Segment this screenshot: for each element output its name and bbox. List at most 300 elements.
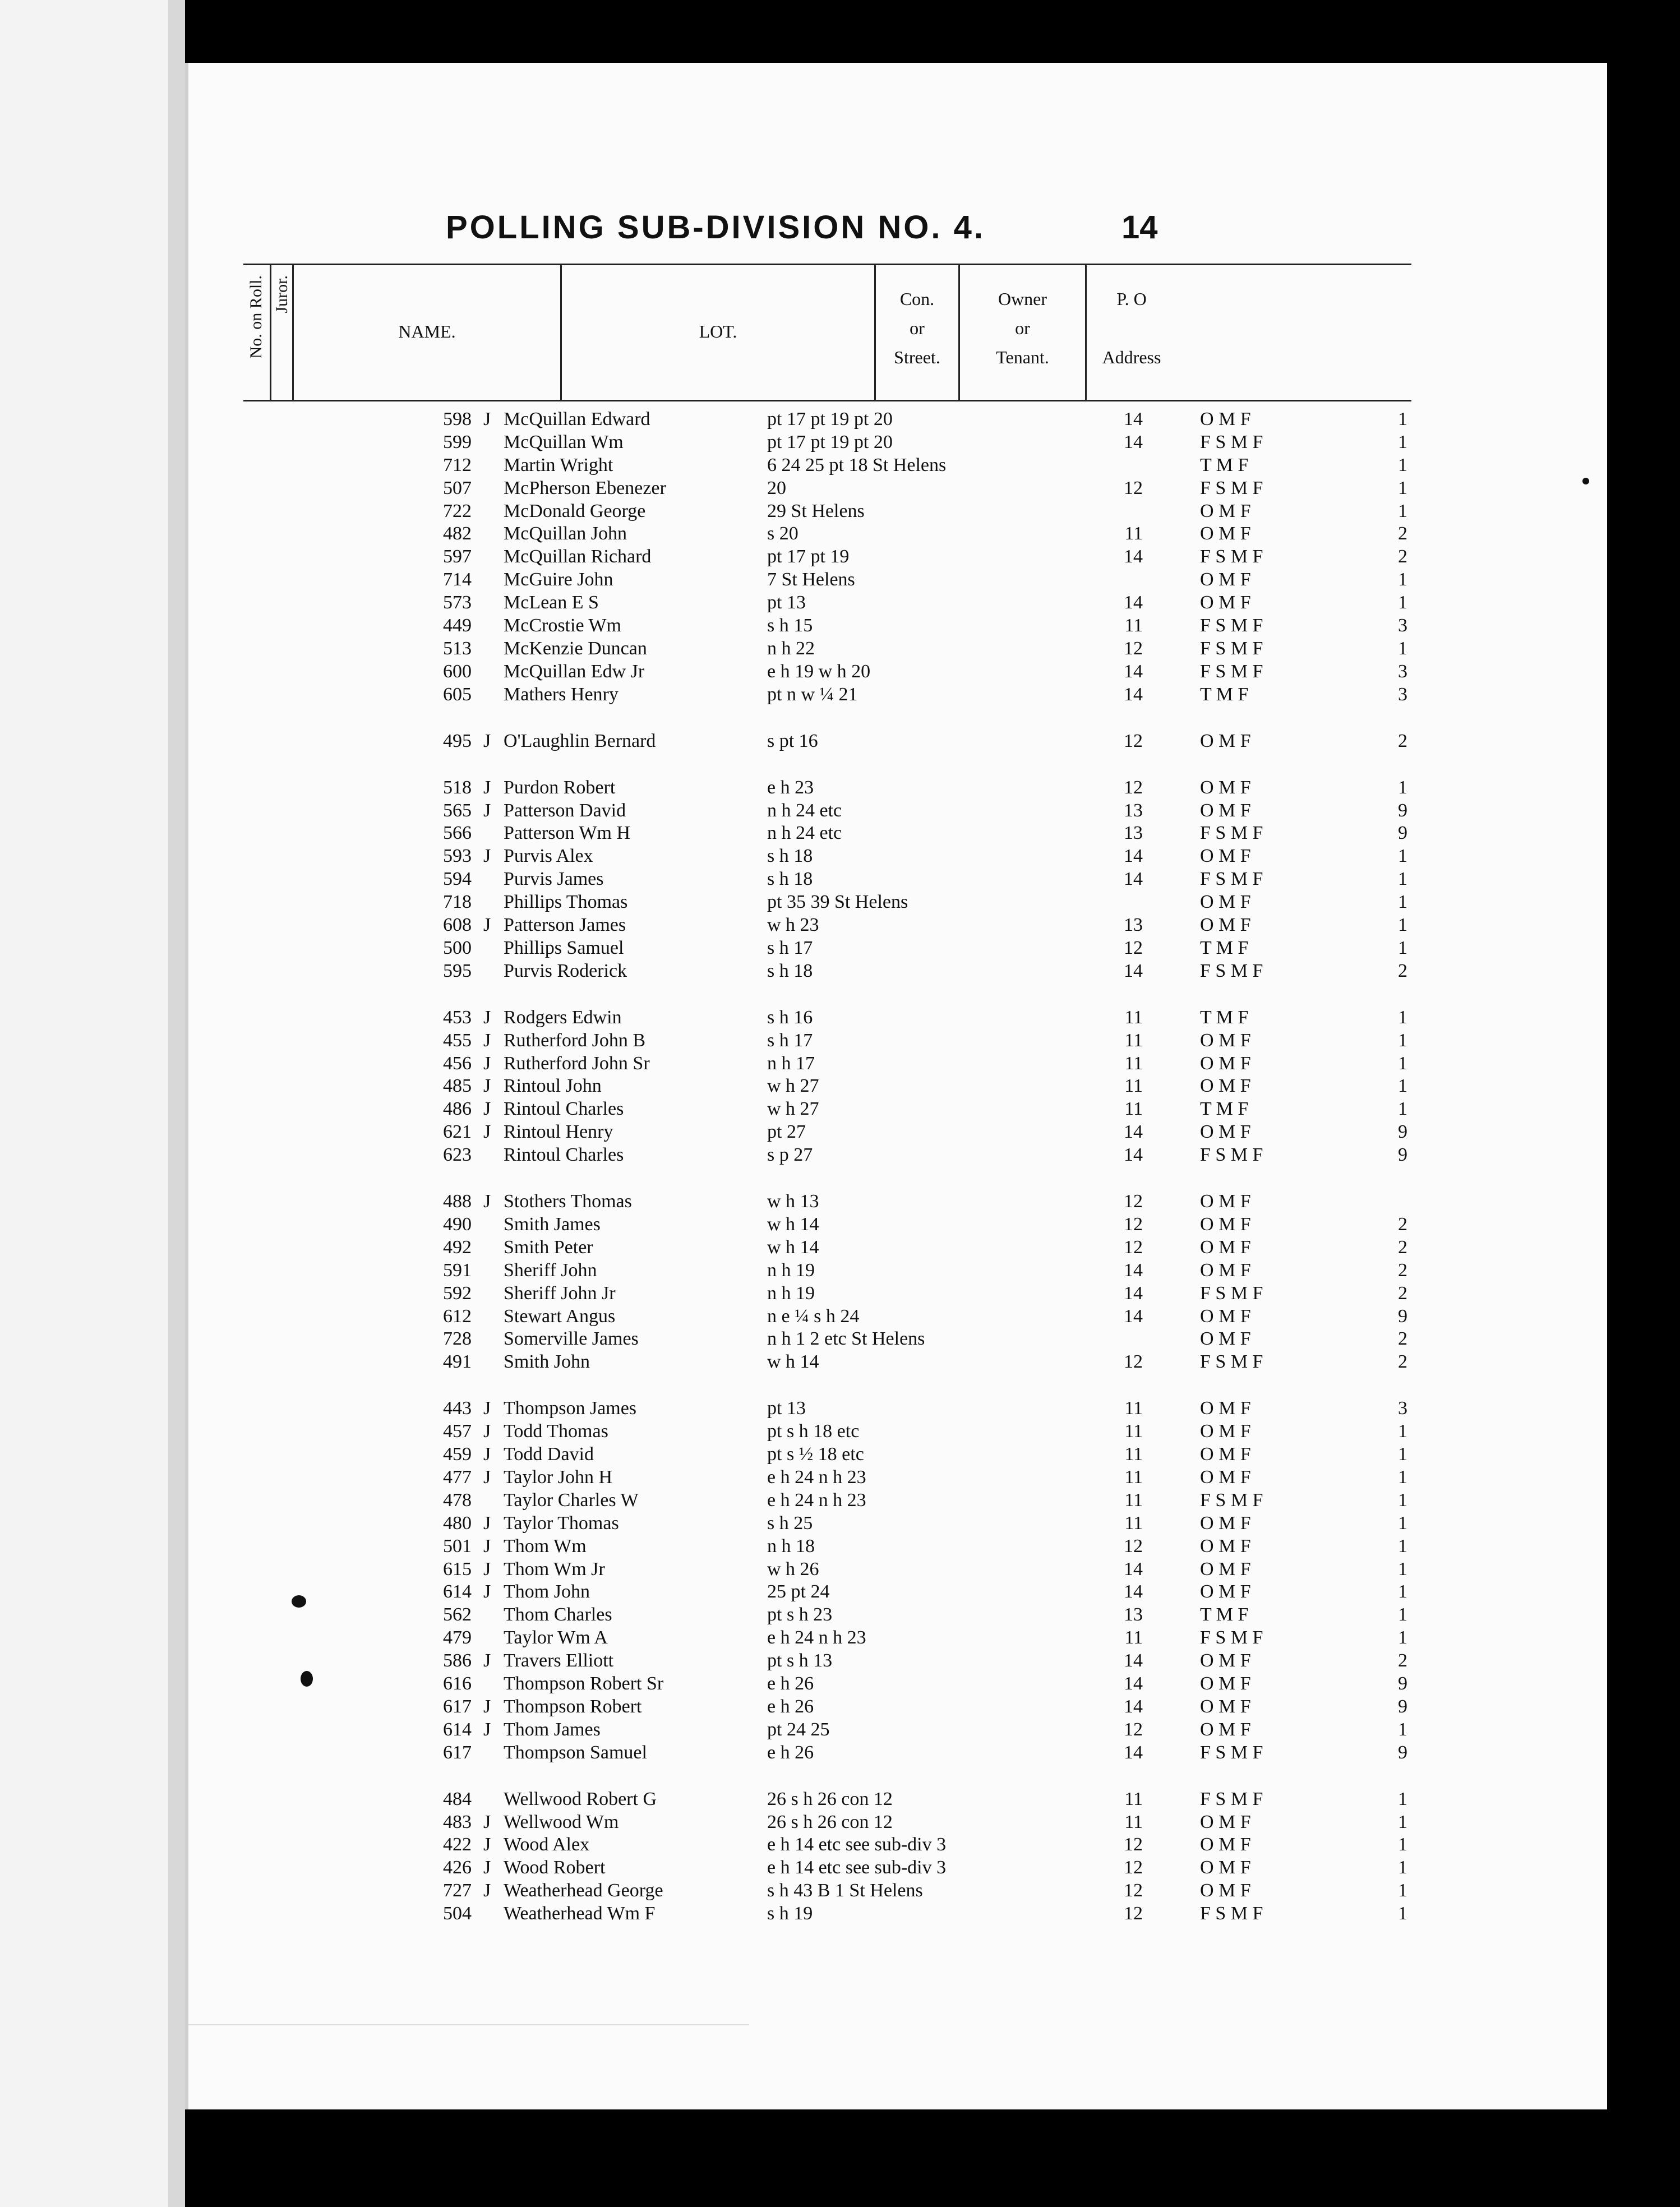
juror-mark: J — [483, 846, 491, 866]
voter-name: McGuire John — [504, 569, 613, 590]
page-title: POLLING SUB-DIVISION NO. 4. — [446, 209, 985, 246]
lot-description: e h 26 — [767, 1696, 814, 1717]
col-po-label-2: Address — [1102, 347, 1161, 367]
owner-tenant-code: O M F — [1200, 731, 1251, 751]
voter-name: Rutherford John Sr — [504, 1053, 650, 1074]
lot-description: n h 22 — [767, 638, 815, 659]
voter-name: Phillips Samuel — [504, 938, 624, 958]
roll-number: 478 — [443, 1490, 472, 1511]
concession: 13 — [1124, 915, 1143, 935]
concession: 12 — [1124, 478, 1143, 498]
roll-number: 492 — [443, 1237, 472, 1258]
roll-number: 621 — [443, 1121, 472, 1142]
owner-tenant-code: F S M F — [1200, 661, 1263, 682]
table-row — [0, 1328, 1680, 1350]
roll-number: 599 — [443, 432, 472, 453]
roll-number: 594 — [443, 869, 472, 889]
voter-name: O'Laughlin Bernard — [504, 731, 656, 751]
juror-mark: J — [483, 1834, 491, 1855]
voter-name: Purvis Alex — [504, 846, 593, 866]
po-address-code: 1 — [1398, 409, 1407, 430]
lot-description: n e ¼ s h 24 — [767, 1306, 860, 1327]
roll-number: 600 — [443, 661, 472, 682]
roll-number: 612 — [443, 1306, 472, 1327]
roll-number: 573 — [443, 592, 472, 613]
lot-description: pt 24 25 — [767, 1719, 830, 1740]
table-row — [0, 454, 1680, 477]
lot-description: e h 19 w h 20 — [767, 661, 871, 682]
concession: 14 — [1124, 846, 1143, 866]
juror-mark: J — [483, 800, 491, 821]
lot-description: 26 s h 26 con 12 — [767, 1812, 893, 1832]
table-row — [0, 523, 1680, 545]
roll-number: 501 — [443, 1536, 472, 1557]
po-address-code: 1 — [1398, 1857, 1407, 1878]
po-address-code: 3 — [1398, 661, 1407, 682]
roll-number: 500 — [443, 938, 472, 958]
po-address-code: 1 — [1398, 432, 1407, 453]
roll-number: 728 — [443, 1328, 472, 1349]
po-address-code: 3 — [1398, 615, 1407, 636]
lot-description: s h 18 — [767, 846, 813, 866]
po-address-code: 3 — [1398, 684, 1407, 705]
lot-description: w h 14 — [767, 1214, 819, 1235]
table-row — [0, 1535, 1680, 1558]
concession: 12 — [1124, 1719, 1143, 1740]
concession: 14 — [1124, 661, 1143, 682]
lot-description: w h 23 — [767, 915, 819, 935]
table-row — [0, 500, 1680, 523]
lot-description: pt s h 13 — [767, 1650, 833, 1671]
owner-tenant-code: O M F — [1200, 1214, 1251, 1235]
owner-tenant-code: O M F — [1200, 569, 1251, 590]
roll-number: 453 — [443, 1007, 472, 1028]
col-owner-tenant — [960, 265, 1087, 400]
concession: 14 — [1124, 546, 1143, 567]
owner-tenant-code: T M F — [1200, 684, 1249, 705]
po-address-code: 1 — [1398, 1490, 1407, 1511]
lot-description: 25 pt 24 — [767, 1581, 830, 1602]
lot-description: e h 24 n h 23 — [767, 1490, 866, 1511]
owner-tenant-code: O M F — [1200, 800, 1251, 821]
owner-tenant-code: O M F — [1200, 1053, 1251, 1074]
lot-description: n h 19 — [767, 1260, 815, 1281]
table-row — [0, 1696, 1680, 1718]
voter-name: Rodgers Edwin — [504, 1007, 622, 1028]
owner-tenant-code: O M F — [1200, 1191, 1251, 1212]
roll-number: 480 — [443, 1513, 472, 1534]
owner-tenant-code: O M F — [1200, 1421, 1251, 1442]
roll-number: 485 — [443, 1075, 472, 1096]
col-con-label-3: Street. — [894, 347, 940, 367]
owner-tenant-code: T M F — [1200, 455, 1249, 475]
po-address-code: 2 — [1398, 523, 1407, 544]
po-address-code: 1 — [1398, 938, 1407, 958]
roll-number: 491 — [443, 1351, 472, 1372]
owner-tenant-code: O M F — [1200, 1260, 1251, 1281]
owner-tenant-code: O M F — [1200, 1121, 1251, 1142]
voter-name: Smith Peter — [504, 1237, 593, 1258]
owner-tenant-code: F S M F — [1200, 1283, 1263, 1304]
voter-name: McKenzie Duncan — [504, 638, 647, 659]
concession: 14 — [1124, 409, 1143, 430]
lot-description: pt 13 — [767, 592, 806, 613]
concession: 14 — [1124, 1581, 1143, 1602]
roll-number: 566 — [443, 823, 472, 843]
lot-description: n h 18 — [767, 1536, 815, 1557]
concession: 11 — [1124, 1789, 1143, 1809]
owner-tenant-code: F S M F — [1200, 638, 1263, 659]
lot-description: w h 14 — [767, 1351, 819, 1372]
ink-blot — [292, 1595, 306, 1608]
table-row — [0, 1719, 1680, 1741]
lot-description: e h 26 — [767, 1742, 814, 1763]
voter-name: Thom James — [504, 1719, 601, 1740]
po-address-code: 2 — [1398, 1650, 1407, 1671]
juror-mark: J — [483, 1812, 491, 1832]
owner-tenant-code: O M F — [1200, 1834, 1251, 1855]
voter-name: Phillips Thomas — [504, 892, 628, 912]
voter-name: Wellwood Wm — [504, 1812, 619, 1832]
concession: 14 — [1124, 684, 1143, 705]
po-address-code: 1 — [1398, 592, 1407, 613]
owner-tenant-code: O M F — [1200, 915, 1251, 935]
lot-description: 7 St Helens — [767, 569, 855, 590]
concession: 11 — [1124, 523, 1143, 544]
po-address-code: 9 — [1398, 800, 1407, 821]
roll-number: 477 — [443, 1467, 472, 1488]
table-row — [0, 891, 1680, 913]
table-row — [0, 1029, 1680, 1052]
table-row — [0, 1742, 1680, 1764]
concession: 12 — [1124, 1237, 1143, 1258]
po-address-code: 1 — [1398, 1880, 1407, 1901]
po-address-code: 9 — [1398, 823, 1407, 843]
concession: 12 — [1124, 1214, 1143, 1235]
lot-description: 26 s h 26 con 12 — [767, 1789, 893, 1809]
juror-mark: J — [483, 1467, 491, 1488]
owner-tenant-code: F S M F — [1200, 615, 1263, 636]
concession: 14 — [1124, 1742, 1143, 1763]
col-no-on-roll — [243, 265, 271, 400]
table-row — [0, 408, 1680, 431]
roll-number: 617 — [443, 1742, 472, 1763]
roll-number: 727 — [443, 1880, 472, 1901]
owner-tenant-code: F S M F — [1200, 961, 1263, 981]
po-address-code: 1 — [1398, 569, 1407, 590]
voter-name: McQuillan John — [504, 523, 627, 544]
po-address-code: 1 — [1398, 1421, 1407, 1442]
concession: 11 — [1124, 615, 1143, 636]
roll-number: 586 — [443, 1650, 472, 1671]
table-row — [0, 777, 1680, 799]
lot-description: e h 24 n h 23 — [767, 1467, 866, 1488]
table-row — [0, 845, 1680, 867]
table-row — [0, 1880, 1680, 1902]
voter-name: McPherson Ebenezer — [504, 478, 666, 498]
concession: 11 — [1124, 1444, 1143, 1465]
table-row — [0, 1075, 1680, 1097]
lot-description: s pt 16 — [767, 731, 818, 751]
roll-number: 459 — [443, 1444, 472, 1465]
roll-number: 598 — [443, 409, 472, 430]
roll-number: 712 — [443, 455, 472, 475]
col-po-address — [1087, 265, 1176, 400]
table-row — [0, 960, 1680, 982]
concession: 11 — [1124, 1098, 1143, 1119]
voter-name: Stothers Thomas — [504, 1191, 632, 1212]
voter-name: McQuillan Richard — [504, 546, 652, 567]
lot-description: w h 27 — [767, 1075, 819, 1096]
owner-tenant-code: T M F — [1200, 1604, 1249, 1625]
po-address-code: 1 — [1398, 915, 1407, 935]
po-address-code: 1 — [1398, 1467, 1407, 1488]
table-row — [0, 1466, 1680, 1489]
concession: 11 — [1124, 1421, 1143, 1442]
owner-tenant-code: F S M F — [1200, 823, 1263, 843]
po-address-code: 2 — [1398, 1214, 1407, 1235]
table-row — [0, 1351, 1680, 1373]
juror-mark: J — [483, 915, 491, 935]
table-row — [0, 1144, 1680, 1166]
lot-description: s h 17 — [767, 938, 813, 958]
concession: 11 — [1124, 1627, 1143, 1648]
juror-mark: J — [483, 1444, 491, 1465]
roll-number: 457 — [443, 1421, 472, 1442]
po-address-code: 1 — [1398, 1098, 1407, 1119]
lot-description: 29 St Helens — [767, 501, 865, 521]
voter-name: Weatherhead George — [504, 1880, 663, 1901]
owner-tenant-code: O M F — [1200, 1237, 1251, 1258]
roll-number: 479 — [443, 1627, 472, 1648]
roll-number: 614 — [443, 1581, 472, 1602]
roll-number: 486 — [443, 1098, 472, 1119]
table-row — [0, 661, 1680, 683]
col-po-label-1: P. O — [1116, 289, 1147, 309]
concession: 11 — [1124, 1030, 1143, 1051]
roll-number: 623 — [443, 1144, 472, 1165]
concession: 14 — [1124, 1260, 1143, 1281]
concession: 11 — [1124, 1075, 1143, 1096]
table-row — [0, 1190, 1680, 1213]
owner-tenant-code: F S M F — [1200, 1742, 1263, 1763]
lot-description: n h 19 — [767, 1283, 815, 1304]
table-row — [0, 1213, 1680, 1236]
juror-mark: J — [483, 1857, 491, 1878]
roll-number: 484 — [443, 1789, 472, 1809]
lot-description: n h 1 2 etc St Helens — [767, 1328, 925, 1349]
roll-number: 593 — [443, 846, 472, 866]
owner-tenant-code: F S M F — [1200, 1627, 1263, 1648]
table-row — [0, 800, 1680, 822]
concession: 11 — [1124, 1053, 1143, 1074]
juror-mark: J — [483, 1559, 491, 1580]
roll-number: 422 — [443, 1834, 472, 1855]
roll-number: 495 — [443, 731, 472, 751]
owner-tenant-code: O M F — [1200, 1719, 1251, 1740]
po-address-code: 9 — [1398, 1121, 1407, 1142]
owner-tenant-code: O M F — [1200, 592, 1251, 613]
roll-number: 426 — [443, 1857, 472, 1878]
concession: 14 — [1124, 1306, 1143, 1327]
voter-name: Purvis Roderick — [504, 961, 627, 981]
roll-number: 597 — [443, 546, 472, 567]
owner-tenant-code: O M F — [1200, 1857, 1251, 1878]
lot-description: w h 14 — [767, 1237, 819, 1258]
voter-name: Taylor Thomas — [504, 1513, 619, 1534]
table-row — [0, 1788, 1680, 1811]
po-address-code: 1 — [1398, 1627, 1407, 1648]
voter-name: Weatherhead Wm F — [504, 1903, 656, 1924]
roll-number: 595 — [443, 961, 472, 981]
concession: 12 — [1124, 938, 1143, 958]
voter-name: Smith John — [504, 1351, 590, 1372]
juror-mark: J — [483, 1513, 491, 1534]
table-row — [0, 868, 1680, 890]
owner-tenant-code: T M F — [1200, 938, 1249, 958]
po-address-code: 3 — [1398, 1398, 1407, 1419]
po-address-code: 9 — [1398, 1696, 1407, 1717]
voter-name: Wood Robert — [504, 1857, 606, 1878]
owner-tenant-code: F S M F — [1200, 1789, 1263, 1809]
table-row — [0, 1397, 1680, 1420]
po-address-code: 1 — [1398, 892, 1407, 912]
ink-blot — [301, 1671, 313, 1687]
roll-number: 718 — [443, 892, 472, 912]
concession: 11 — [1124, 1812, 1143, 1832]
concession: 14 — [1124, 592, 1143, 613]
owner-tenant-code: O M F — [1200, 1812, 1251, 1832]
po-address-code: 1 — [1398, 1789, 1407, 1809]
lot-description: s h 16 — [767, 1007, 813, 1028]
concession: 14 — [1124, 1673, 1143, 1694]
po-address-code: 2 — [1398, 1237, 1407, 1258]
juror-mark: J — [483, 777, 491, 798]
lot-description: e h 23 — [767, 777, 814, 798]
voter-name: Martin Wright — [504, 455, 613, 475]
table-row — [0, 1236, 1680, 1259]
juror-mark: J — [483, 409, 491, 430]
table-row — [0, 1604, 1680, 1626]
po-address-code: 2 — [1398, 546, 1407, 567]
lot-description: e h 26 — [767, 1673, 814, 1694]
po-address-code: 2 — [1398, 1283, 1407, 1304]
lot-description: 6 24 25 pt 18 St Helens — [767, 455, 947, 475]
owner-tenant-code: T M F — [1200, 1007, 1249, 1028]
voter-name: Thompson Robert — [504, 1696, 642, 1717]
roll-number: 443 — [443, 1398, 472, 1419]
po-address-code: 1 — [1398, 478, 1407, 498]
lot-description: s h 18 — [767, 961, 813, 981]
po-address-code: 1 — [1398, 846, 1407, 866]
table-row — [0, 730, 1680, 752]
voter-name: McQuillan Edward — [504, 409, 650, 430]
juror-mark: J — [483, 1536, 491, 1557]
table-row — [0, 1489, 1680, 1512]
lot-description: pt 35 39 St Helens — [767, 892, 908, 912]
lot-description: pt 17 pt 19 pt 20 — [767, 432, 893, 453]
table-row — [0, 1098, 1680, 1120]
col-owner-label-2: or — [1015, 318, 1030, 338]
owner-tenant-code: O M F — [1200, 1030, 1251, 1051]
table-row — [0, 1673, 1680, 1695]
concession: 14 — [1124, 1696, 1143, 1717]
lot-description: pt 27 — [767, 1121, 806, 1142]
lot-description: pt s ½ 18 etc — [767, 1444, 864, 1465]
table-row — [0, 477, 1680, 500]
table-row — [0, 1558, 1680, 1581]
table-row — [0, 1305, 1680, 1328]
voter-name: Thompson Samuel — [504, 1742, 647, 1763]
voter-name: Purvis James — [504, 869, 604, 889]
lot-description: w h 26 — [767, 1559, 819, 1580]
lot-description: e h 14 etc see sub-div 3 — [767, 1857, 947, 1878]
table-row — [0, 1512, 1680, 1535]
col-owner-label-3: Tenant. — [996, 347, 1049, 367]
voter-name: Wellwood Robert G — [504, 1789, 657, 1809]
owner-tenant-code: O M F — [1200, 892, 1251, 912]
concession: 12 — [1124, 777, 1143, 798]
page-fold — [188, 2024, 749, 2109]
juror-mark: J — [483, 1191, 491, 1212]
po-address-code: 1 — [1398, 1007, 1407, 1028]
owner-tenant-code: O M F — [1200, 1673, 1251, 1694]
concession: 11 — [1124, 1007, 1143, 1028]
concession: 12 — [1124, 731, 1143, 751]
roll-number: 614 — [443, 1719, 472, 1740]
roll-number: 483 — [443, 1812, 472, 1832]
voter-name: Taylor Charles W — [504, 1490, 639, 1511]
concession: 11 — [1124, 1398, 1143, 1419]
roll-number: 605 — [443, 684, 472, 705]
table-row — [0, 937, 1680, 959]
voter-name: Somerville James — [504, 1328, 639, 1349]
voter-name: Thompson James — [504, 1398, 637, 1419]
po-address-code: 2 — [1398, 1351, 1407, 1372]
concession: 11 — [1124, 1490, 1143, 1511]
po-address-code: 1 — [1398, 1513, 1407, 1534]
lot-description: w h 27 — [767, 1098, 819, 1119]
juror-mark: J — [483, 1098, 491, 1119]
juror-mark: J — [483, 1030, 491, 1051]
col-name — [294, 265, 562, 400]
owner-tenant-code: O M F — [1200, 1559, 1251, 1580]
juror-mark: J — [483, 1121, 491, 1142]
owner-tenant-code: O M F — [1200, 1650, 1251, 1671]
voter-name: Patterson Wm H — [504, 823, 631, 843]
table-row — [0, 569, 1680, 591]
roll-number: 482 — [443, 523, 472, 544]
po-address-code: 2 — [1398, 1328, 1407, 1349]
voter-name: Purdon Robert — [504, 777, 616, 798]
concession: 11 — [1124, 1513, 1143, 1534]
juror-mark: J — [483, 1650, 491, 1671]
lot-description: s h 25 — [767, 1513, 813, 1534]
concession: 14 — [1124, 1144, 1143, 1165]
owner-tenant-code: O M F — [1200, 501, 1251, 521]
col-lot-label: LOT. — [699, 321, 737, 341]
po-address-code: 1 — [1398, 1075, 1407, 1096]
table-row — [0, 914, 1680, 936]
owner-tenant-code: O M F — [1200, 846, 1251, 866]
concession: 12 — [1124, 1351, 1143, 1372]
lot-description: pt s h 18 etc — [767, 1421, 860, 1442]
concession: 12 — [1124, 1834, 1143, 1855]
roll-number: 562 — [443, 1604, 472, 1625]
owner-tenant-code: F S M F — [1200, 869, 1263, 889]
concession: 14 — [1124, 869, 1143, 889]
concession: 12 — [1124, 1880, 1143, 1901]
